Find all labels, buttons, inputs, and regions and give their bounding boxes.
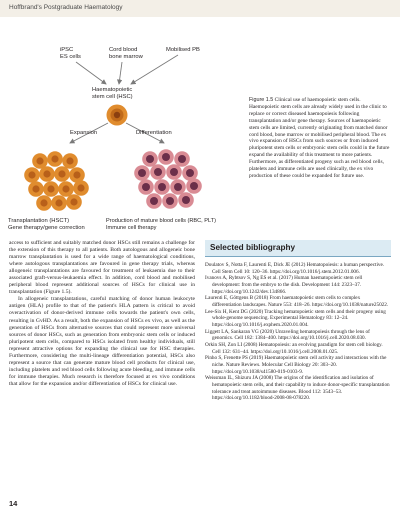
caption-text: Clinical use of haemopoietic stem cells. Haemopoietic stem cells are already widely used in the clinic to replace or correct diseased haemopoiesis following transplantation and/or gene therapy. Sources of haemopoietic stem cells are limited, currently originating from matched donor cord blood, bone marrow or mobilised peripheral blood. The ex vivo expansion of HSCs from such sources or from induced pluripotent stem cells or embryonic stem cells could in the future expand the availability of this treatment to more patients. Furthermore, as differentiated progeny such as red blood cells, platelets and immune cells are used clinically, the ex vivo production of these could be expanded for future use. (249, 97, 390, 179)
label-mature-cell-production: Production of mature blood cells (RBC, PLT) (106, 218, 216, 224)
label-transplantation: Transplantation (HSCT) (8, 218, 69, 224)
figure-caption (249, 97, 391, 180)
reference-item: Laurenti E, Göttgens B (2018) From haematopoietic stem cells to complex differentiation landscapes. Nature 553: 418–26. https://doi.org/10.1038/nature25022. (205, 295, 389, 308)
label-differentiation: Differentiation (136, 130, 172, 136)
label-es-cells: ES cells (60, 54, 81, 60)
label-bone-marrow: bone marrow (109, 54, 143, 60)
label-immune-cell-therapy: Immune cell therapy (106, 225, 157, 231)
body-paragraph: access to sufficient and suitably matched donor HSCs still remains a challenge for the extension of this therapy to all patients. Both autologous and allogeneic bone marrow transplantation is used for a wide range of haematological conditions, where autologous transplantations are favoured in gene therapy trials, whereas allogeneic transplantations are favoured for treatment of leukaemia due to their associated graft-versus-leukaemia effect. In addition, cord blood and mobilised peripheral blood represent additional sources of HSCs for clinical use in transplantation (Figure 1.5). (9, 240, 195, 296)
reference-item: Pinho S, Frenette PS (2019) Haematopoietic stem cell activity and interactions with the niche. Nature Reviews. Molecular Cell Biology 20: 303–20. https://doi.org/10.1038/s41580-019-0103-9. (205, 355, 387, 375)
label-hsc-2: stem cell (HSC) (92, 94, 133, 100)
reference-item: Ivanovs A, Rybtsov S, Ng ES et al. (2017) Human haematopoietic stem cell development: from the embryo to the dish. Development 144: 2323–37. https://doi.org/10.1242/dev.134866. (205, 275, 363, 295)
label-cord-blood: Cord blood (109, 47, 138, 53)
body-column (9, 240, 195, 388)
label-mobilised-pb: Mobilised PB (166, 47, 200, 53)
figure-svg (0, 35, 236, 242)
bibliography-title: Selected bibliography (210, 243, 296, 252)
label-gene-therapy: Gene therapy/gene correction (8, 225, 85, 231)
bibliography-header-box (205, 240, 391, 257)
arrow-ipsc-to-hsc (76, 62, 106, 84)
page-number: 14 (9, 499, 18, 508)
mature-blood-cell-cluster-icon (134, 149, 202, 209)
bibliography-list (205, 262, 391, 402)
figure-haemopoietic-stem-cells (0, 35, 236, 242)
reference-item: Liggett LA, Sankaran VG (2020) Unraveling hematopoiesis through the lens of genomics. Cell 182: 1384–400. https://doi.org/10.1016/j.cell.2020.08.030. (205, 328, 370, 342)
expanded-stem-cell-cluster-icon (24, 151, 89, 211)
running-title: Hoffbrand's Postgraduate Haematology (9, 4, 123, 11)
arrow-cord-to-hsc (119, 62, 122, 84)
label-ipsc: iPSC (60, 47, 74, 53)
central-stem-cell-icon (107, 105, 128, 126)
caption-lead: Figure 1.5 (249, 97, 274, 103)
reference-item: Doulatov S, Notta F, Laurenti E, Dick JE (2012) Hematopoiesis: a human perspective. Cell Stem Cell 10: 120–36. https://doi.org/10.1016/j.stem.2012.01.006. (205, 262, 385, 275)
label-expansion: Expansion (70, 130, 98, 136)
reference-item: Lee-Six H, Kent DG (2020) Tracking hematopoietic stem cells and their progeny using whole-genome sequencing. Experimental Hematology 83: 12–24. https://doi.org/10.1016/j.exphem.2020.01.004. (205, 308, 386, 328)
label-hsc-1: Haematopoietic (92, 87, 133, 93)
reference-item: Weissman IL, Shizuru JA (2008) The origins of the identification and isolation of hematopoietic stem cells, and their capability to induce donor-specific transplantation tolerance and treat autoimmune diseases. Blood 112: 3543–53. https://doi.org/10.1182/blood-2008-08-078220. (205, 375, 390, 402)
body-paragraph: In allogeneic transplantations, careful matching of donor human leukocyte antigen (HLA) profile to that of the patient's HLA pattern is critical to avoid overactivation of donor-derived immune cells towards the patient's own cells, resulting in GvHD. As a result, both the expansion of HSCs ex vivo, as well as the generation of HSCs from alternative sources that could represent more universal sources of donor HSCs, such as generation from embryonic stem cells or induced pluripotent stem cells, compared to HSCs isolated from healthy individuals, still represent attractive options for expanding the clinical use for HSC therapies. Furthermore, considering the multi-lineage differentiation potential, HSCs also represent a source that can generate mature blood cell products for clinical use, including platelets and red blood cells following acute bleeding, and immune cells for immune therapies. Much research is therefore focused at ex vivo conditions that allow for the expansion and/or differentiation of HSCs for clinical use. (9, 296, 195, 387)
reference-item: Orkin SH, Zon LI (2008) Hematopoiesis: an evolving paradigm for stem cell biology. Cell 132: 631–44. https://doi.org/10.1016/j.cell.2008.01.025. (205, 342, 383, 355)
